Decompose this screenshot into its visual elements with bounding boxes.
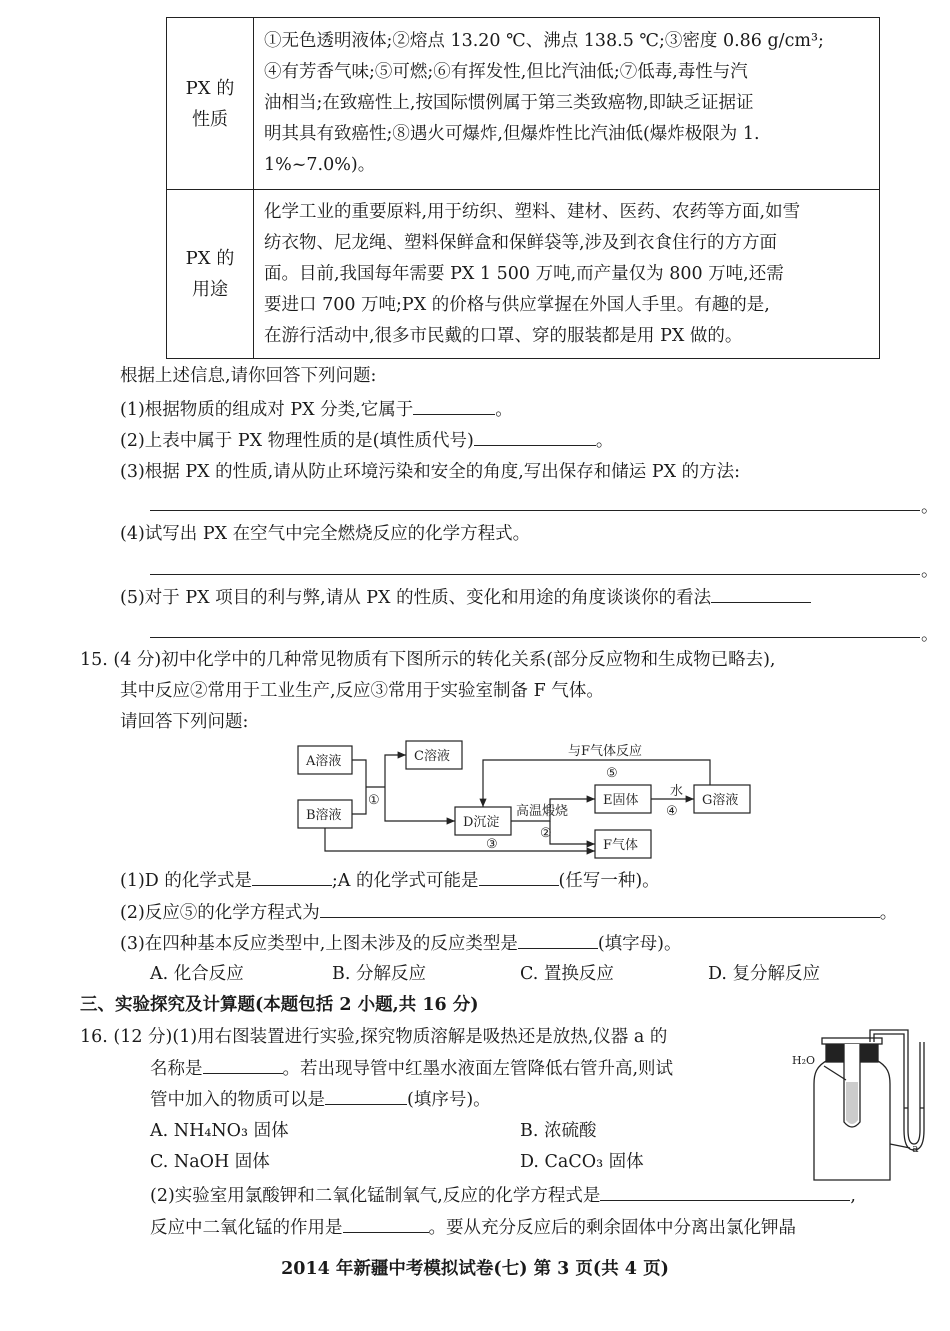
q14-intro: 根据上述信息,请你回答下列问题: — [120, 366, 377, 386]
answer-blank[interactable] — [711, 582, 811, 603]
tube-contents — [846, 1082, 858, 1124]
period: 。 — [921, 625, 939, 645]
period: 。 — [921, 561, 939, 581]
text-line: 1%~7.0%)。 — [264, 155, 376, 175]
header-line: PX 的 — [185, 77, 235, 99]
answer-blank[interactable] — [343, 1212, 429, 1233]
apparatus-figure — [790, 1022, 940, 1192]
answer-blank[interactable] — [413, 394, 495, 415]
q16-stem-line2 — [150, 1053, 673, 1083]
question-text: 反应中二氧化锰的作用是 — [150, 1218, 343, 1238]
q16-option-d[interactable]: D. CaCO₃ 固体 — [520, 1152, 644, 1172]
q16-option-c[interactable]: C. NaOH 固体 — [150, 1152, 270, 1172]
header-line: 用途 — [192, 279, 228, 300]
answer-blank[interactable] — [474, 425, 596, 446]
period: 。 — [921, 497, 939, 517]
header-line: 性质 — [192, 108, 228, 130]
answer-blank[interactable] — [479, 865, 559, 886]
top-reaction-label: 与F气体反应 — [568, 744, 643, 759]
text-line: 化学工业的重要原料,用于纺织、塑料、建材、医药、农药等方面,如雪 — [264, 201, 801, 222]
water-label: 水 — [670, 784, 684, 799]
question-text: (1)根据物质的组成对 PX 分类,它属于 — [120, 400, 414, 420]
label-g: G溶液 — [702, 793, 739, 808]
text-line: 在游行活动中,很多市民戴的口罩、穿的服装都是用 PX 做的。 — [264, 325, 743, 346]
option-d[interactable]: D. 复分解反应 — [708, 964, 821, 984]
text-line: 面。目前,我国每年需要 PX 1 500 万吨,而产量仅为 800 万吨,还需 — [264, 263, 784, 284]
question-text: (2)实验室用氯酸钾和二氧化锰制氧气,反应的化学方程式是 — [150, 1186, 601, 1206]
reaction-5-label: ⑤ — [606, 766, 618, 781]
question-text: (3)在四种基本反应类型中,上图未涉及的反应类型是 — [120, 934, 518, 954]
page-footer: 2014 年新疆中考模拟试卷(七) 第 3 页(共 4 页) — [281, 1259, 669, 1279]
q16-stem-line1: 16. (12 分)(1)用右图装置进行实验,探究物质溶解是吸热还是放热,仪器 a 的 — [80, 1027, 668, 1047]
reaction-3-label: ③ — [486, 837, 498, 852]
a-label: a — [912, 1142, 919, 1155]
section-3-heading: 三、实验探究及计算题(本题包括 2 小题,共 16 分) — [80, 995, 479, 1015]
answer-blank[interactable] — [320, 897, 880, 918]
q14-part2 — [120, 425, 613, 455]
header-line: PX 的 — [185, 248, 235, 269]
u-tube-inner — [908, 1042, 920, 1144]
q14-part5 — [120, 582, 811, 612]
label-e: E固体 — [603, 793, 639, 808]
text-line: 要进口 700 万吨;PX 的价格与供应掌握在外国人手里。有趣的是, — [264, 294, 770, 315]
reaction-4-label: ④ — [666, 804, 678, 819]
q14-part4: (4)试写出 PX 在空气中完全燃烧反应的化学方程式。 — [120, 524, 531, 544]
label-f: F气体 — [603, 838, 639, 853]
properties-text — [254, 18, 880, 190]
period: 。 — [595, 431, 614, 451]
uses-text — [254, 190, 880, 359]
u-tube-outer — [904, 1042, 924, 1150]
question-text: 。要从充分反应后的剩余固体中分离出氯化钾晶 — [428, 1218, 796, 1238]
text-line: 油相当;在致癌性上,按国际惯例属于第三类致癌物,即缺乏证据证 — [264, 93, 754, 113]
period: 。 — [879, 903, 898, 923]
q16-option-a[interactable]: A. NH₄NO₃ 固体 — [150, 1121, 289, 1141]
heat-label: 高温煅烧 — [516, 804, 569, 819]
px-uses-row — [167, 190, 880, 359]
option-b[interactable]: B. 分解反应 — [332, 964, 426, 984]
answer-blank[interactable] — [600, 1180, 850, 1201]
row-header-properties — [167, 18, 254, 190]
h2o-label: H₂O — [792, 1054, 816, 1067]
px-info-table — [166, 17, 880, 359]
text-line: ④有芳香气味;⑤可燃;⑥有挥发性,但比汽油低;⑦低毒,毒性与汽 — [264, 62, 748, 82]
answer-line[interactable] — [150, 510, 920, 511]
question-text: ;A 的化学式可能是 — [331, 871, 479, 891]
q15-stem-line1: 15. (4 分)初中化学中的几种常见物质有下图所示的转化关系(部分反应物和生成物已略去), — [80, 650, 776, 670]
q15-part2 — [120, 897, 897, 927]
px-properties-row — [167, 18, 880, 190]
label-b: B溶液 — [306, 808, 342, 823]
label-c: C溶液 — [414, 749, 450, 764]
answer-blank[interactable] — [252, 865, 332, 886]
question-text: 管中加入的物质可以是 — [150, 1090, 325, 1110]
question-text: (1)D 的化学式是 — [120, 871, 252, 891]
row-header-uses — [167, 190, 254, 359]
q16-stem-line3 — [150, 1084, 491, 1114]
answer-line[interactable] — [150, 574, 920, 575]
answer-blank[interactable] — [518, 928, 598, 949]
label-pointer-h2o — [824, 1066, 846, 1080]
stopper-cap — [822, 1038, 882, 1044]
label-d: D沉淀 — [463, 815, 500, 830]
transformation-diagram — [290, 738, 760, 860]
q16-part2-line1: (2)实验室用氯酸钾和二氧化锰制氧气,反应的化学方程式是 , — [150, 1180, 856, 1210]
reaction-1-label: ① — [368, 793, 380, 808]
q15-stem-line2: 其中反应②常用于工业生产,反应③常用于实验室制备 F 气体。 — [120, 681, 604, 701]
text-line: 纺衣物、尼龙绳、塑料保鲜盒和保鲜袋等,涉及到衣食住行的方方面 — [264, 232, 778, 253]
question-text: (填序号)。 — [407, 1090, 491, 1110]
answer-blank[interactable] — [203, 1053, 283, 1074]
q14-part1 — [120, 394, 513, 424]
question-text: (2)上表中属于 PX 物理性质的是(填性质代号) — [120, 431, 474, 451]
answer-line[interactable] — [150, 637, 920, 638]
answer-blank[interactable] — [325, 1084, 407, 1105]
q15-part1 — [120, 865, 660, 895]
reaction-2-label: ② — [540, 826, 552, 841]
question-text: (5)对于 PX 项目的利与弊,请从 PX 的性质、变化和用途的角度谈谈你的看法 — [120, 588, 712, 608]
option-c[interactable]: C. 置换反应 — [520, 964, 614, 984]
text-line: ①无色透明液体;②熔点 13.20 ℃、沸点 138.5 ℃;③密度 0.86 g/cm³; — [264, 31, 824, 51]
q15-part3 — [120, 928, 682, 958]
question-text: (任写一种)。 — [558, 871, 660, 891]
q16-option-b[interactable]: B. 浓硫酸 — [520, 1121, 597, 1141]
q15-stem-line3: 请回答下列问题: — [120, 712, 249, 732]
text-line: 明其具有致癌性;⑧遇火可爆炸,但爆炸性比汽油低(爆炸极限为 1. — [264, 124, 760, 144]
question-text: (填字母)。 — [597, 934, 682, 954]
question-text: 。若出现导管中红墨水液面左管降低右管升高,则试 — [282, 1059, 674, 1079]
option-a[interactable]: A. 化合反应 — [150, 964, 244, 984]
q16-part2-line2 — [150, 1212, 796, 1242]
period: 。 — [495, 400, 513, 420]
q14-part3: (3)根据 PX 的性质,请从防止环境污染和安全的角度,写出保存和储运 PX 的方法: — [120, 462, 741, 482]
label-a: A溶液 — [306, 754, 342, 769]
question-text: 名称是 — [150, 1059, 203, 1079]
question-text: (2)反应⑤的化学方程式为 — [120, 903, 320, 923]
